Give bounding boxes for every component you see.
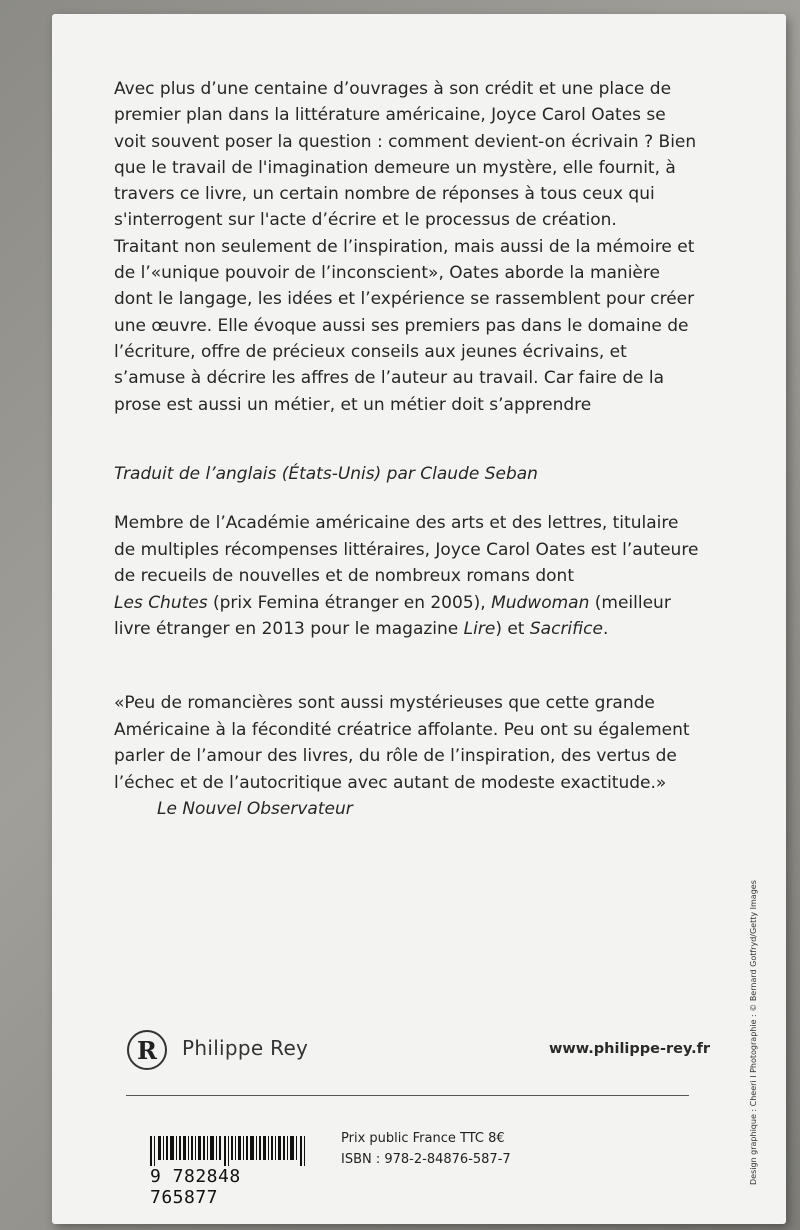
- bio-text-3: ) et: [495, 619, 530, 639]
- publisher-logo-icon: [127, 1030, 167, 1070]
- isbn-label: ISBN : 978-2-84876-587-7: [341, 1152, 511, 1167]
- barcode-digits: 9 782848 765877: [150, 1166, 241, 1208]
- publisher-name: Philippe Rey: [182, 1036, 309, 1060]
- author-bio: [114, 510, 700, 643]
- book-blurb: [114, 76, 700, 418]
- author-bio-text: [114, 510, 700, 643]
- bio-end: .: [602, 619, 609, 639]
- publisher-url: www.philippe-rey.fr: [549, 1041, 711, 1057]
- design-photo-credit: Design graphique : Cheeri I Photographie : © Bernard Gotfryd/Getty Images: [749, 880, 758, 1185]
- bio-text-1: (prix Femina étranger en 2005),: [207, 592, 492, 613]
- press-quote: [114, 690, 700, 823]
- blurb-paragraph-2: Traitant non seulement de l’inspiration, mais aussi de la mémoire et de l’«unique pouvoir de l’inconscient», Oates aborde la manière dont le langage, les idées et l’expérience se rassemblent pour créer une œuvre. Elle évoque aussi ses premiers pas dans le domaine de l’écriture, offre de précieux conseils aux jeunes écrivains, et s’amuse à décrire les affres de l’auteur au travail. Car faire de la prose est aussi un métier, et un métier doit s’apprendre: [114, 236, 695, 415]
- magazine-title: Lire: [463, 619, 496, 639]
- translator-credit: Traduit de l’anglais (États-Unis) par Claude Seban: [114, 464, 538, 484]
- publisher-logo-letter: R: [137, 1035, 157, 1065]
- bio-text-2: (meilleur livre étranger en 2013 pour le magazine: [114, 592, 671, 639]
- book-title-les-chutes: Les Chutes: [114, 592, 208, 613]
- price-label: Prix public France TTC 8€: [341, 1131, 505, 1146]
- book-title-sacrifice: Sacrifice: [529, 619, 603, 639]
- press-quote-source: Le Nouvel Observateur: [157, 799, 353, 819]
- press-quote-text: «Peu de romancières sont aussi mystérieuses que cette grande Américaine à la fécondité créatrice affolante. Peu ont su également parler de l’amour des livres, du rôle de l’inspiration, des vertus de l’échec et de l’autocritique avec autant de modeste exactitude.»: [114, 693, 690, 793]
- blurb-paragraph-1: Avec plus d’une centaine d’ouvrages à son crédit et une place de premier plan dans la littérature américaine, Joyce Carol Oates se voit souvent poser la question : comment devient-on écrivain ? Bien que le travail de l'imagination demeure un mystère, elle fournit, à travers ce livre, un certain nombre de réponses à tous ceux qui s'interrogent sur l'acte d’écrire et le processus de création.: [114, 79, 697, 231]
- book-title-mudwoman: Mudwoman: [491, 592, 590, 613]
- barcode: [146, 1136, 310, 1208]
- bio-lead: Membre de l’Académie américaine des arts et des lettres, titulaire de multiples récompenses littéraires, Joyce Carol Oates est l’auteure de recueils de nouvelles et de nombreux romans dont: [114, 513, 699, 586]
- barcode-icon: [150, 1136, 310, 1166]
- divider: [126, 1095, 689, 1096]
